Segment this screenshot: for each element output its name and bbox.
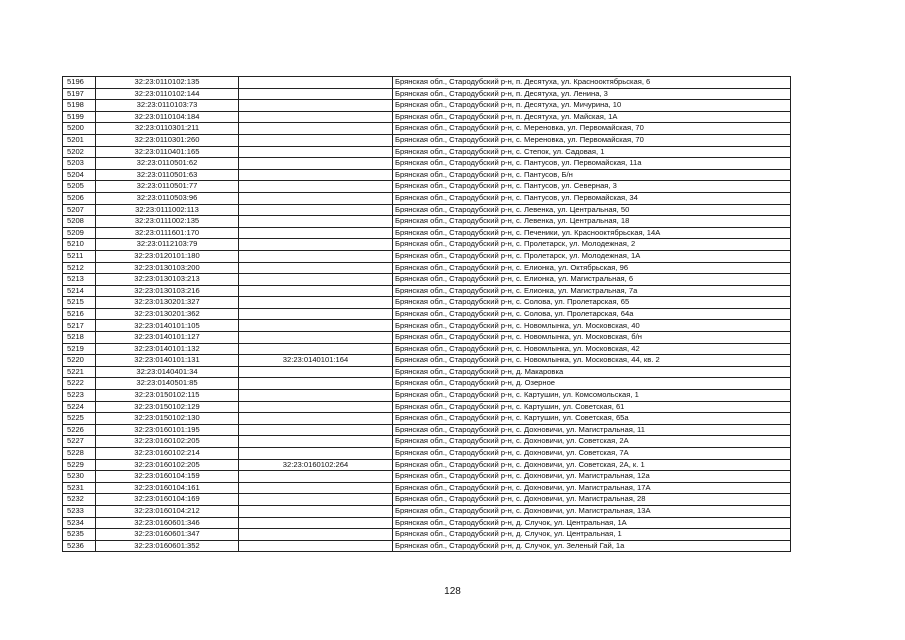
related-cadastral-number-cell bbox=[239, 169, 393, 181]
table-row bbox=[63, 482, 791, 494]
table-row bbox=[63, 529, 791, 541]
address-cell: Брянская обл., Стародубский р-н, с. Печеники, ул. Красноoктябрьская, 14А bbox=[393, 227, 791, 239]
address-cell: Брянская обл., Стародубский р-н, с. Елионка, ул. Октябрьская, 96 bbox=[393, 262, 791, 274]
row-number-cell: 5213 bbox=[63, 274, 96, 286]
related-cadastral-number-cell bbox=[239, 436, 393, 448]
related-cadastral-number-cell bbox=[239, 529, 393, 541]
address-cell: Брянская обл., Стародубский р-н, с. Картушин, ул. Советская, 65а bbox=[393, 413, 791, 425]
row-number-cell: 5206 bbox=[63, 192, 96, 204]
row-number-cell: 5200 bbox=[63, 123, 96, 135]
address-cell: Брянская обл., Стародубский р-н, с. Левенка, ул. Центральная, 18 bbox=[393, 216, 791, 228]
table-row bbox=[63, 146, 791, 158]
related-cadastral-number-cell bbox=[239, 111, 393, 123]
related-cadastral-number-cell bbox=[239, 413, 393, 425]
related-cadastral-number-cell bbox=[239, 308, 393, 320]
row-number-cell: 5212 bbox=[63, 262, 96, 274]
related-cadastral-number-cell bbox=[239, 134, 393, 146]
address-cell: Брянская обл., Стародубский р-н, с. Дохновичи, ул. Магистральная, 13А bbox=[393, 505, 791, 517]
cadastral-number-cell: 32:23:0110301:260 bbox=[96, 134, 239, 146]
related-cadastral-number-cell bbox=[239, 250, 393, 262]
address-cell: Брянская обл., Стародубский р-н, п. Десятуха, ул. Майская, 1А bbox=[393, 111, 791, 123]
table-row bbox=[63, 285, 791, 297]
address-cell: Брянская обл., Стародубский р-н, с. Пантусов, ул. Первомайская, 11а bbox=[393, 158, 791, 170]
address-cell: Брянская обл., Стародубский р-н, с. Дохновичи, ул. Магистральная, 12а bbox=[393, 471, 791, 483]
related-cadastral-number-cell bbox=[239, 332, 393, 344]
table-row bbox=[63, 366, 791, 378]
table-row bbox=[63, 471, 791, 483]
row-number-cell: 5220 bbox=[63, 355, 96, 367]
table-row bbox=[63, 100, 791, 112]
address-cell: Брянская обл., Стародубский р-н, д. Случок, ул. Зеленый Гай, 1а bbox=[393, 540, 791, 552]
table-row bbox=[63, 239, 791, 251]
related-cadastral-number-cell bbox=[239, 320, 393, 332]
row-number-cell: 5235 bbox=[63, 529, 96, 541]
row-number-cell: 5227 bbox=[63, 436, 96, 448]
cadastral-number-cell: 32:23:0160104:161 bbox=[96, 482, 239, 494]
address-cell: Брянская обл., Стародубский р-н, п. Десятуха, ул. Красноoктябрьская, 6 bbox=[393, 77, 791, 89]
row-number-cell: 5202 bbox=[63, 146, 96, 158]
table-row bbox=[63, 297, 791, 309]
related-cadastral-number-cell bbox=[239, 378, 393, 390]
row-number-cell: 5209 bbox=[63, 227, 96, 239]
related-cadastral-number-cell bbox=[239, 158, 393, 170]
address-cell: Брянская обл., Стародубский р-н, с. Новомлынка, ул. Московская, б/н bbox=[393, 332, 791, 344]
property-table-body bbox=[63, 77, 791, 552]
table-row bbox=[63, 517, 791, 529]
address-cell: Брянская обл., Стародубский р-н, с. Левенка, ул. Центральная, 50 bbox=[393, 204, 791, 216]
row-number-cell: 5204 bbox=[63, 169, 96, 181]
related-cadastral-number-cell bbox=[239, 181, 393, 193]
cadastral-number-cell: 32:23:0110104:184 bbox=[96, 111, 239, 123]
row-number-cell: 5218 bbox=[63, 332, 96, 344]
table-row bbox=[63, 320, 791, 332]
address-cell: Брянская обл., Стародубский р-н, с. Картушин, ул. Советская, 61 bbox=[393, 401, 791, 413]
row-number-cell: 5229 bbox=[63, 459, 96, 471]
address-cell: Брянская обл., Стародубский р-н, с. Солова, ул. Пролетарская, 65 bbox=[393, 297, 791, 309]
address-cell: Брянская обл., Стародубский р-н, д. Случок, ул. Центральная, 1А bbox=[393, 517, 791, 529]
related-cadastral-number-cell bbox=[239, 227, 393, 239]
table-row bbox=[63, 459, 791, 471]
row-number-cell: 5224 bbox=[63, 401, 96, 413]
table-row bbox=[63, 158, 791, 170]
table-row bbox=[63, 448, 791, 460]
row-number-cell: 5226 bbox=[63, 424, 96, 436]
cadastral-number-cell: 32:23:0110503:96 bbox=[96, 192, 239, 204]
address-cell: Брянская обл., Стародубский р-н, с. Дохновичи, ул. Советская, 7А bbox=[393, 448, 791, 460]
address-cell: Брянская обл., Стародубский р-н, п. Десятуха, ул. Мичурина, 10 bbox=[393, 100, 791, 112]
address-cell: Брянская обл., Стародубский р-н, с. Дохновичи, ул. Магистральная, 28 bbox=[393, 494, 791, 506]
cadastral-number-cell: 32:23:0130103:213 bbox=[96, 274, 239, 286]
address-cell: Брянская обл., Стародубский р-н, с. Пантусов, Б/н bbox=[393, 169, 791, 181]
row-number-cell: 5208 bbox=[63, 216, 96, 228]
related-cadastral-number-cell bbox=[239, 424, 393, 436]
row-number-cell: 5225 bbox=[63, 413, 96, 425]
cadastral-number-cell: 32:23:0130201:362 bbox=[96, 308, 239, 320]
row-number-cell: 5222 bbox=[63, 378, 96, 390]
related-cadastral-number-cell bbox=[239, 366, 393, 378]
row-number-cell: 5236 bbox=[63, 540, 96, 552]
row-number-cell: 5211 bbox=[63, 250, 96, 262]
row-number-cell: 5223 bbox=[63, 390, 96, 402]
cadastral-number-cell: 32:23:0160601:347 bbox=[96, 529, 239, 541]
row-number-cell: 5214 bbox=[63, 285, 96, 297]
cadastral-number-cell: 32:23:0111002:135 bbox=[96, 216, 239, 228]
related-cadastral-number-cell bbox=[239, 390, 393, 402]
related-cadastral-number-cell bbox=[239, 77, 393, 89]
cadastral-number-cell: 32:23:0111002:113 bbox=[96, 204, 239, 216]
related-cadastral-number-cell bbox=[239, 401, 393, 413]
table-row bbox=[63, 274, 791, 286]
table-row bbox=[63, 494, 791, 506]
row-number-cell: 5196 bbox=[63, 77, 96, 89]
table-row bbox=[63, 88, 791, 100]
table-row bbox=[63, 540, 791, 552]
table-row bbox=[63, 378, 791, 390]
table-row bbox=[63, 169, 791, 181]
table-row bbox=[63, 262, 791, 274]
address-cell: Брянская обл., Стародубский р-н, с. Меренoвка, ул. Первомайская, 70 bbox=[393, 134, 791, 146]
related-cadastral-number-cell bbox=[239, 297, 393, 309]
address-cell: Брянская обл., Стародубский р-н, с. Елионка, ул. Магистральная, 7а bbox=[393, 285, 791, 297]
address-cell: Брянская обл., Стародубский р-н, с. Дохновичи, ул. Магистральная, 11 bbox=[393, 424, 791, 436]
cadastral-number-cell: 32:23:0110401:165 bbox=[96, 146, 239, 158]
cadastral-number-cell: 32:23:0150102:129 bbox=[96, 401, 239, 413]
table-row bbox=[63, 390, 791, 402]
related-cadastral-number-cell bbox=[239, 146, 393, 158]
cadastral-number-cell: 32:23:0150102:115 bbox=[96, 390, 239, 402]
cadastral-number-cell: 32:23:0140101:132 bbox=[96, 343, 239, 355]
address-cell: Брянская обл., Стародубский р-н, с. Дохновичи, ул. Советская, 2А, к. 1 bbox=[393, 459, 791, 471]
row-number-cell: 5210 bbox=[63, 239, 96, 251]
address-cell: Брянская обл., Стародубский р-н, с. Пролетарск, ул. Молодежная, 2 bbox=[393, 239, 791, 251]
table-row bbox=[63, 216, 791, 228]
related-cadastral-number-cell bbox=[239, 517, 393, 529]
row-number-cell: 5197 bbox=[63, 88, 96, 100]
address-cell: Брянская обл., Стародубский р-н, с. Новомлынка, ул. Московская, 40 bbox=[393, 320, 791, 332]
table-row bbox=[63, 77, 791, 89]
row-number-cell: 5233 bbox=[63, 505, 96, 517]
related-cadastral-number-cell bbox=[239, 494, 393, 506]
table-row bbox=[63, 401, 791, 413]
cadastral-number-cell: 32:23:0130103:200 bbox=[96, 262, 239, 274]
cadastral-number-cell: 32:23:0150102:130 bbox=[96, 413, 239, 425]
cadastral-number-cell: 32:23:0160102:205 bbox=[96, 459, 239, 471]
cadastral-number-cell: 32:23:0110301:211 bbox=[96, 123, 239, 135]
cadastral-number-cell: 32:23:0110501:77 bbox=[96, 181, 239, 193]
address-cell: Брянская обл., Стародубский р-н, с. Пролетарск, ул. Молодежная, 1А bbox=[393, 250, 791, 262]
related-cadastral-number-cell bbox=[239, 505, 393, 517]
table-row bbox=[63, 505, 791, 517]
cadastral-number-cell: 32:23:0110103:73 bbox=[96, 100, 239, 112]
cadastral-number-cell: 32:23:0120101:180 bbox=[96, 250, 239, 262]
related-cadastral-number-cell bbox=[239, 262, 393, 274]
row-number-cell: 5216 bbox=[63, 308, 96, 320]
row-number-cell: 5207 bbox=[63, 204, 96, 216]
cadastral-number-cell: 32:23:0160102:214 bbox=[96, 448, 239, 460]
table-row bbox=[63, 227, 791, 239]
cadastral-number-cell: 32:23:0160601:346 bbox=[96, 517, 239, 529]
cadastral-number-cell: 32:23:0140501:85 bbox=[96, 378, 239, 390]
address-cell: Брянская обл., Стародубский р-н, с. Новомлынка, ул. Московская, 44, кв. 2 bbox=[393, 355, 791, 367]
cadastral-number-cell: 32:23:0160104:159 bbox=[96, 471, 239, 483]
property-table bbox=[62, 76, 791, 552]
related-cadastral-number-cell bbox=[239, 482, 393, 494]
row-number-cell: 5219 bbox=[63, 343, 96, 355]
address-cell: Брянская обл., Стародубский р-н, с. Солова, ул. Пролетарская, 64а bbox=[393, 308, 791, 320]
cadastral-number-cell: 32:23:0140101:131 bbox=[96, 355, 239, 367]
table-row bbox=[63, 204, 791, 216]
cadastral-number-cell: 32:23:0140401:34 bbox=[96, 366, 239, 378]
cadastral-number-cell: 32:23:0110102:135 bbox=[96, 77, 239, 89]
table-row bbox=[63, 123, 791, 135]
address-cell: Брянская обл., Стародубский р-н, с. Дохновичи, ул. Магистральная, 17А bbox=[393, 482, 791, 494]
page-number: 128 bbox=[444, 586, 461, 597]
related-cadastral-number-cell bbox=[239, 540, 393, 552]
cadastral-number-cell: 32:23:0160104:212 bbox=[96, 505, 239, 517]
table-row bbox=[63, 111, 791, 123]
related-cadastral-number-cell bbox=[239, 204, 393, 216]
related-cadastral-number-cell bbox=[239, 88, 393, 100]
row-number-cell: 5217 bbox=[63, 320, 96, 332]
cadastral-number-cell: 32:23:0112103:79 bbox=[96, 239, 239, 251]
related-cadastral-number-cell: 32:23:0160102:264 bbox=[239, 459, 393, 471]
related-cadastral-number-cell bbox=[239, 123, 393, 135]
address-cell: Брянская обл., Стародубский р-н, с. Картушин, ул. Комсомольская, 1 bbox=[393, 390, 791, 402]
related-cadastral-number-cell bbox=[239, 471, 393, 483]
related-cadastral-number-cell bbox=[239, 448, 393, 460]
cadastral-number-cell: 32:23:0110501:62 bbox=[96, 158, 239, 170]
row-number-cell: 5215 bbox=[63, 297, 96, 309]
row-number-cell: 5221 bbox=[63, 366, 96, 378]
cadastral-number-cell: 32:23:0160101:195 bbox=[96, 424, 239, 436]
table-row bbox=[63, 134, 791, 146]
cadastral-number-cell: 32:23:0160104:169 bbox=[96, 494, 239, 506]
address-cell: Брянская обл., Стародубский р-н, с. Пантусов, ул. Северная, 3 bbox=[393, 181, 791, 193]
cadastral-number-cell: 32:23:0110501:63 bbox=[96, 169, 239, 181]
related-cadastral-number-cell bbox=[239, 285, 393, 297]
row-number-cell: 5201 bbox=[63, 134, 96, 146]
address-cell: Брянская обл., Стародубский р-н, д. Случок, ул. Центральная, 1 bbox=[393, 529, 791, 541]
row-number-cell: 5230 bbox=[63, 471, 96, 483]
table-row bbox=[63, 355, 791, 367]
related-cadastral-number-cell bbox=[239, 343, 393, 355]
related-cadastral-number-cell bbox=[239, 192, 393, 204]
cadastral-number-cell: 32:23:0140101:127 bbox=[96, 332, 239, 344]
row-number-cell: 5228 bbox=[63, 448, 96, 460]
row-number-cell: 5203 bbox=[63, 158, 96, 170]
address-cell: Брянская обл., Стародубский р-н, с. Пантусов, ул. Первомайская, 34 bbox=[393, 192, 791, 204]
cadastral-number-cell: 32:23:0140101:105 bbox=[96, 320, 239, 332]
address-cell: Брянская обл., Стародубский р-н, с. Степок, ул. Садовая, 1 bbox=[393, 146, 791, 158]
related-cadastral-number-cell bbox=[239, 216, 393, 228]
row-number-cell: 5205 bbox=[63, 181, 96, 193]
row-number-cell: 5234 bbox=[63, 517, 96, 529]
row-number-cell: 5232 bbox=[63, 494, 96, 506]
table-row bbox=[63, 424, 791, 436]
address-cell: Брянская обл., Стародубский р-н, с. Елионка, ул. Магистральная, 6 bbox=[393, 274, 791, 286]
table-row bbox=[63, 250, 791, 262]
table-row bbox=[63, 192, 791, 204]
address-cell: Брянская обл., Стародубский р-н, п. Десятуха, ул. Ленина, 3 bbox=[393, 88, 791, 100]
address-cell: Брянская обл., Стародубский р-н, д. Озерное bbox=[393, 378, 791, 390]
related-cadastral-number-cell bbox=[239, 239, 393, 251]
address-cell: Брянская обл., Стародубский р-н, с. Меренoвка, ул. Первомайская, 70 bbox=[393, 123, 791, 135]
related-cadastral-number-cell bbox=[239, 274, 393, 286]
table-row bbox=[63, 343, 791, 355]
related-cadastral-number-cell bbox=[239, 100, 393, 112]
address-cell: Брянская обл., Стародубский р-н, д. Макаровка bbox=[393, 366, 791, 378]
row-number-cell: 5199 bbox=[63, 111, 96, 123]
table-row bbox=[63, 332, 791, 344]
cadastral-number-cell: 32:23:0111601:170 bbox=[96, 227, 239, 239]
table-row bbox=[63, 436, 791, 448]
cadastral-number-cell: 32:23:0160102:205 bbox=[96, 436, 239, 448]
table-row bbox=[63, 413, 791, 425]
cadastral-number-cell: 32:23:0110102:144 bbox=[96, 88, 239, 100]
address-cell: Брянская обл., Стародубский р-н, с. Дохновичи, ул. Советская, 2А bbox=[393, 436, 791, 448]
table-row bbox=[63, 308, 791, 320]
address-cell: Брянская обл., Стародубский р-н, с. Новомлынка, ул. Московская, 42 bbox=[393, 343, 791, 355]
cadastral-number-cell: 32:23:0130201:327 bbox=[96, 297, 239, 309]
row-number-cell: 5231 bbox=[63, 482, 96, 494]
cadastral-number-cell: 32:23:0130103:216 bbox=[96, 285, 239, 297]
cadastral-number-cell: 32:23:0160601:352 bbox=[96, 540, 239, 552]
row-number-cell: 5198 bbox=[63, 100, 96, 112]
related-cadastral-number-cell: 32:23:0140101:164 bbox=[239, 355, 393, 367]
table-row bbox=[63, 181, 791, 193]
